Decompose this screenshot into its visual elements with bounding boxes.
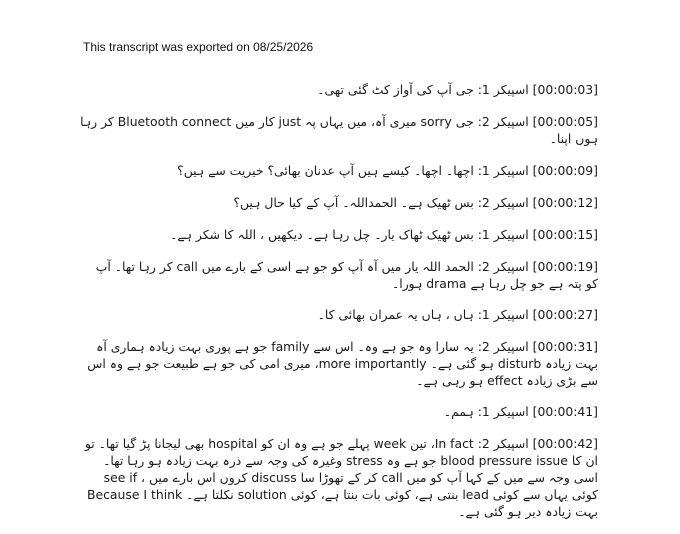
entry-timestamp: [00:00:27] bbox=[532, 307, 598, 322]
entry-text: اسپیکر 1: ہمم۔ bbox=[443, 404, 529, 419]
entry-text: اسپیکر 1: جی آپ کی آواز کٹ گئی تھی۔ bbox=[317, 82, 529, 97]
transcript-entry bbox=[80, 403, 598, 420]
entry-timestamp: [00:00:41] bbox=[532, 404, 598, 419]
transcript-entry bbox=[80, 81, 598, 98]
entry-text: اسپیکر 2: الحمد اللہ یار میں آہ آپ کو جو ہے اسی کے بارے میں call کر رہا تھا۔ آپ کو پتہ ہے جو چل رہا ہے drama ہورا۔ bbox=[95, 259, 598, 291]
entry-text: اسپیکر 2: یہ سارا وہ جو ہے وہ۔ اس سے family جو ہے پوری بہت زیادہ ہماری آہ بہت زیادہ disturb ہو گئی ہے۔ more importantly، میری امی کی جو ہے طبیعت جو ہے وہ اس سے بڑی زیادہ effect ہو رہی ہے۔ bbox=[87, 339, 598, 388]
transcript-entries bbox=[80, 81, 598, 534]
transcript-entry bbox=[80, 435, 598, 520]
transcript-entry bbox=[80, 338, 598, 389]
entry-timestamp: [00:00:12] bbox=[532, 195, 598, 210]
entry-timestamp: [00:00:03] bbox=[532, 82, 598, 97]
export-note: This transcript was exported on 08/25/2026 bbox=[83, 40, 314, 54]
entry-timestamp: [00:00:19] bbox=[532, 259, 598, 274]
transcript-entry bbox=[80, 258, 598, 292]
entry-text: اسپیکر 2: جی sorry میری آہ، میں یہاں پہ just کار میں Bluetooth connect کر رہا ہوں اپنا۔ bbox=[80, 114, 598, 146]
entry-text: اسپیکر 1: بس ٹھیک ٹھاک یار۔ چل رہا ہے۔ دیکھیں ، اللہ کا شکر ہے۔ bbox=[170, 227, 529, 242]
transcript-entry bbox=[80, 306, 598, 323]
entry-timestamp: [00:00:05] bbox=[532, 114, 598, 129]
entry-timestamp: [00:00:42] bbox=[532, 436, 598, 451]
entry-text: اسپیکر 1: اچھا۔ اچھا۔ کیسے ہیں آپ عدنان بھائی؟ خیریت سے ہیں؟ bbox=[177, 163, 529, 178]
entry-timestamp: [00:00:31] bbox=[532, 339, 598, 354]
entry-text: اسپیکر 1: ہاں ، ہاں یہ عمران بھائی کا۔ bbox=[317, 307, 529, 322]
entry-timestamp: [00:00:09] bbox=[532, 163, 598, 178]
entry-timestamp: [00:00:15] bbox=[532, 227, 598, 242]
transcript-entry bbox=[80, 113, 598, 147]
entry-text: اسپیکر 2: In fact، تین week پہلے جو ہے وہ ان کو hospital بھی لیجانا پڑ گیا تھا۔ تو ان کا blood pressure issue جو ہے وہ stress وغیرہ کی وجہ سے ذرہ بہت زیادہ ہو رہا تھا۔ اسی وجہ سے میں کے کہا آپ کو میں call کر کے تھوڑا سا discuss کروں اس بارے میں ، see if کوئی یہاں سے کوئی lead بنتی ہے، کوئی بات بنتا ہے، کوئی solution نکلتا ہے۔ Because I think بہت زیادہ دیر ہو گئی ہے۔ bbox=[84, 436, 598, 519]
entry-text: اسپیکر 2: بس ٹھیک ہے۔ الحمداللہ۔ آپ کے کیا حال ہیں؟ bbox=[233, 195, 529, 210]
transcript-entry bbox=[80, 162, 598, 179]
transcript-entry bbox=[80, 226, 598, 243]
transcript-entry bbox=[80, 194, 598, 211]
